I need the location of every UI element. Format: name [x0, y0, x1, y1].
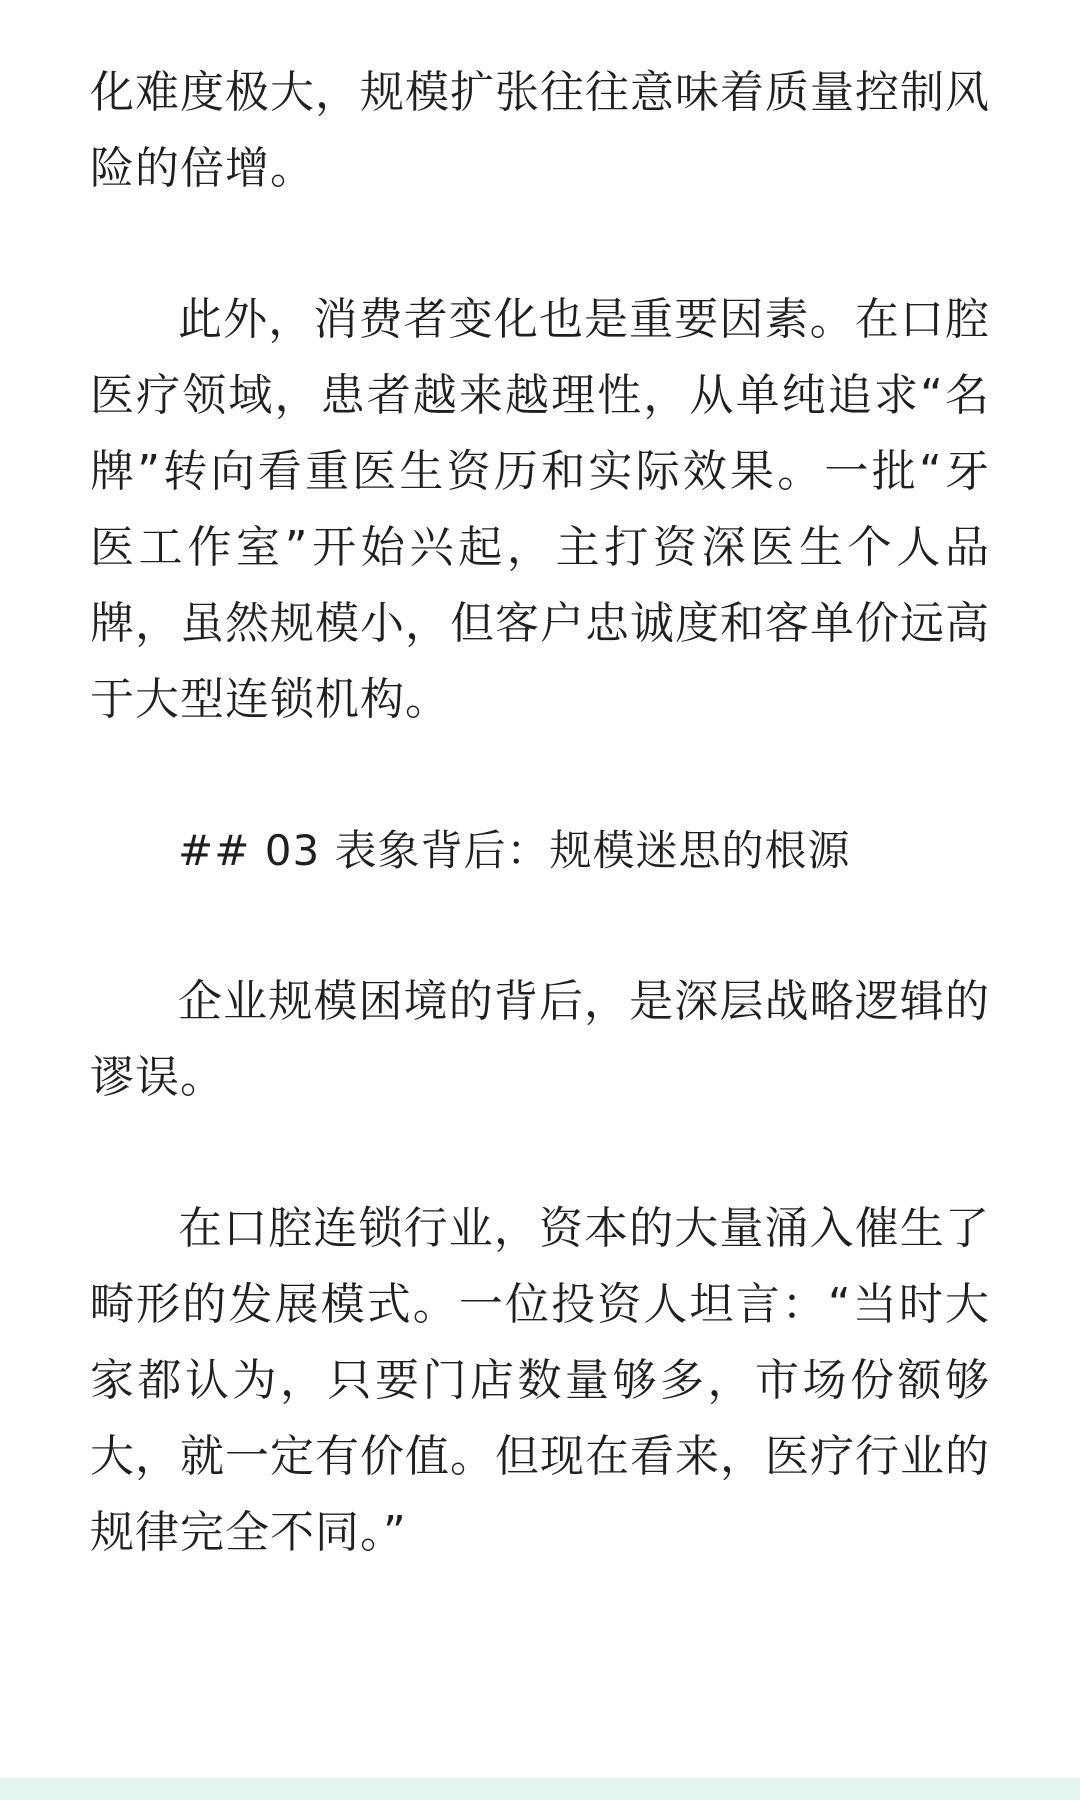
paragraph-continued: 化难度极大，规模扩张往往意味着质量控制风险的倍增。 — [90, 67, 990, 194]
paragraph-consumer-change: 此外，消费者变化也是重要因素。在口腔医疗领域，患者越来越理性，从单纯追求“名牌”转向看重医生资历和实际效果。一批“牙医工作室”开始兴起，主打资深医生个人品牌，虽然规模小，但客户忠诚度和客单价远高于大型连锁机构。 — [90, 294, 990, 725]
footer-band — [0, 1778, 1080, 1800]
paragraph-strategy-fallacy: 企业规模困境的背后，是深层战略逻辑的谬误。 — [90, 976, 990, 1103]
paragraph-investor-quote: 在口腔连锁行业，资本的大量涌入催生了畸形的发展模式。一位投资人坦言：“当时大家都认为，只要门店数量够多，市场份额够大，就一定有价值。但现在看来，医疗行业的规律完全不同。” — [90, 1203, 990, 1558]
article-body — [90, 55, 990, 1646]
section-heading: ## 03 表象背后：规模迷思的根源 — [178, 826, 851, 875]
